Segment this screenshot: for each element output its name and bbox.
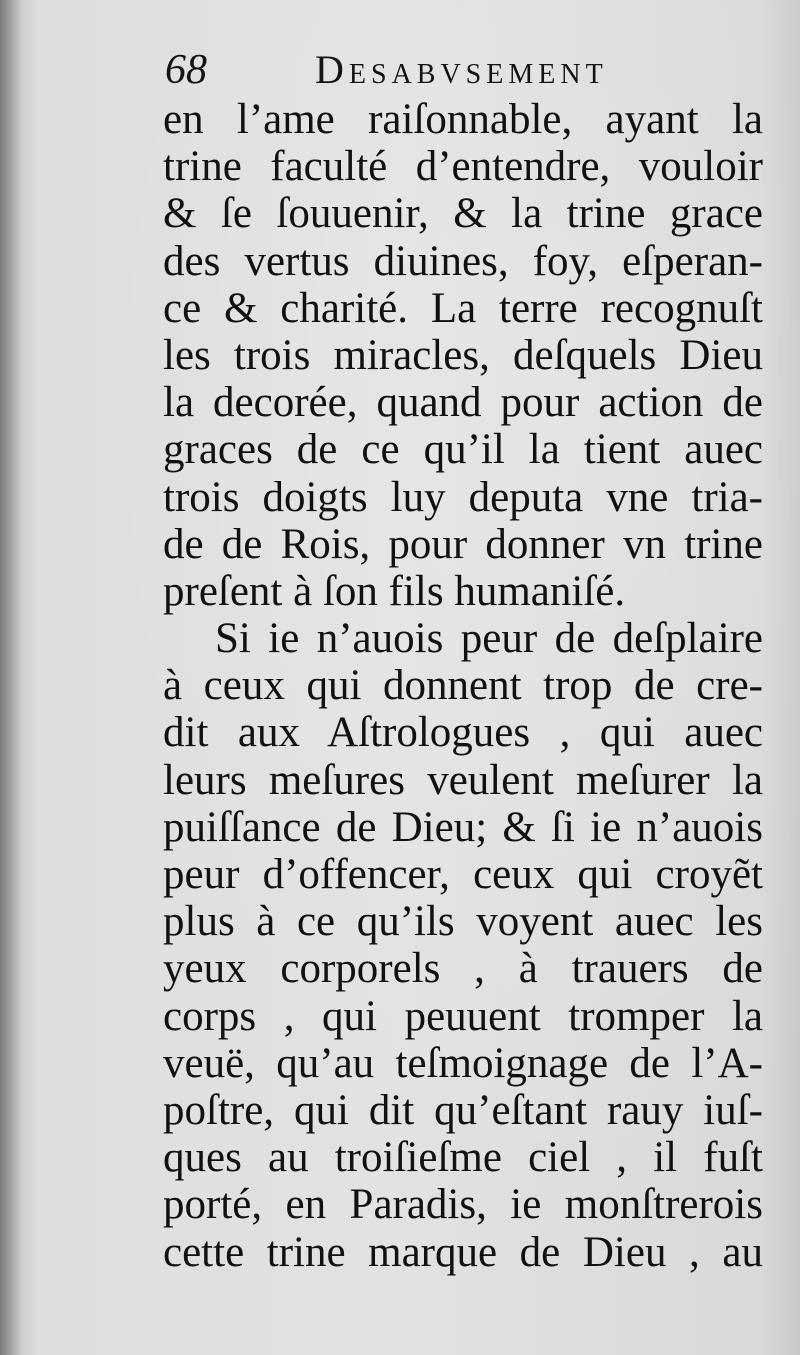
- binding-shadow: [0, 0, 22, 1355]
- text-line: les trois miracles, deſquels Dieu: [163, 331, 763, 379]
- text-line: leurs meſures veulent meſurer la: [163, 756, 763, 804]
- text-line: poſtre, qui dit qu’eſtant rauy iuſ-: [163, 1086, 763, 1134]
- text-line: porté, en Paradis, ie monſtrerois: [163, 1181, 763, 1229]
- page-number: 68: [165, 47, 207, 93]
- text-line: la decorée, quand pour action de: [163, 379, 763, 427]
- text-line: Si ie n’auois peur de deſplaire: [215, 615, 763, 663]
- text-line: yeux corporels , à trauers de: [163, 945, 763, 993]
- text-line: trois doigts luy deputa vne tria-: [163, 473, 763, 521]
- text-line: des vertus diuines, foy, eſperan-: [163, 237, 763, 285]
- text-line: dit aux Aſtrologues , qui auec: [163, 709, 763, 757]
- text-line: peur d’offencer, ceux qui croyẽt: [163, 851, 763, 898]
- text-line: à ceux qui donnent trop de cre-: [163, 662, 763, 710]
- text-line: cette trine marque de Dieu , au: [163, 1228, 763, 1276]
- text-line: ce & charité. La terre recognuſt: [163, 284, 763, 332]
- text-line: trine faculté d’entendre, vouloir: [163, 143, 763, 191]
- text-line: puiſſance de Dieu; & ſi ie n’auois: [163, 803, 763, 851]
- text-line: graces de ce qu’il la tient auec: [163, 426, 763, 474]
- text-line: de de Rois, pour donner vn trine: [163, 520, 763, 568]
- text-line: ques au troiſieſme ciel , il fuſt: [163, 1134, 763, 1182]
- text-line: plus à ce qu’ils voyent auec les: [163, 898, 763, 946]
- text-line: preſent à ſon fils humaniſé.: [163, 567, 626, 615]
- text-line: en l’ame raiſonnable, ayant la: [163, 96, 763, 143]
- text-line: veuë, qu’au teſmoignage de l’A-: [163, 1039, 763, 1087]
- text-line: corps , qui peuuent tromper la: [163, 992, 763, 1040]
- body-text: [163, 96, 763, 1276]
- text-line: & ſe ſouuenir, & la trine grace: [163, 190, 763, 238]
- running-head: Desabvsement: [315, 47, 608, 92]
- page-header: [165, 42, 765, 98]
